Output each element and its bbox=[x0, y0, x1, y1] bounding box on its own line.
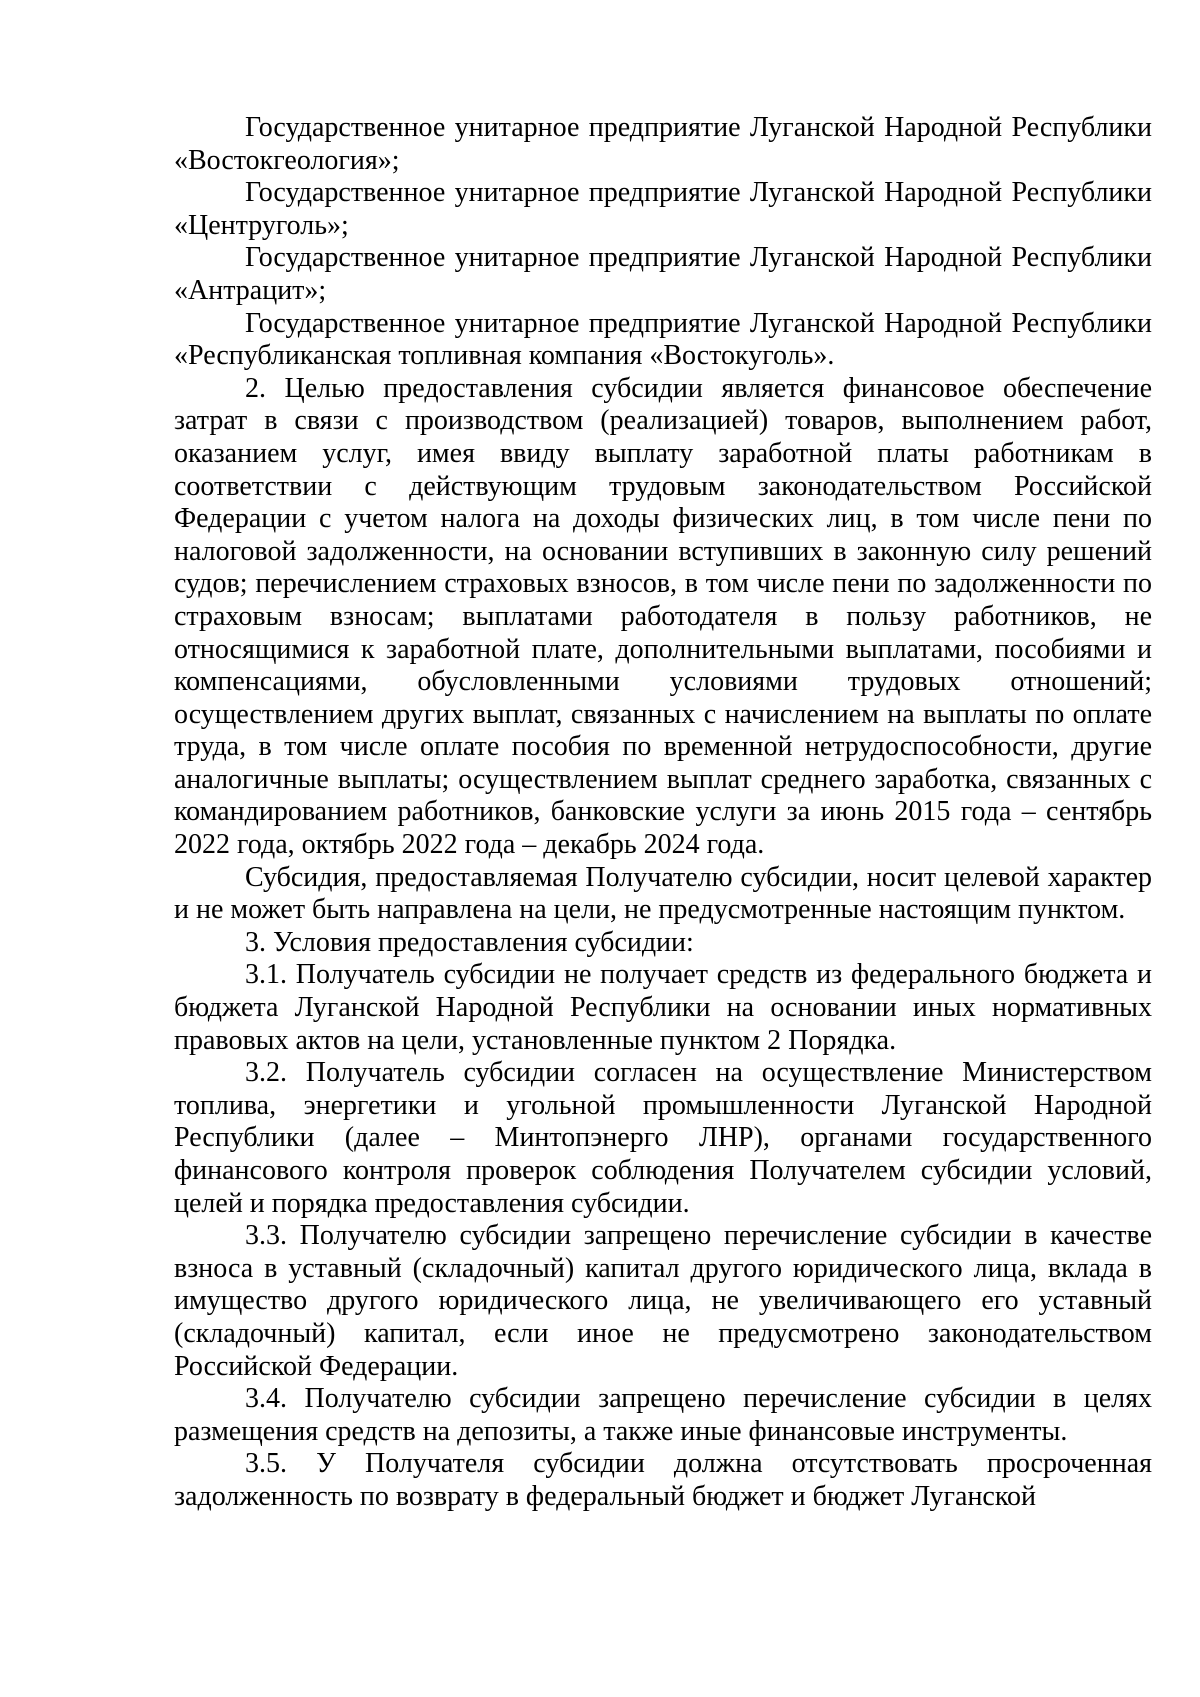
document-page bbox=[174, 112, 1152, 1514]
paragraph-recipient-antratsit: Государственное унитарное предприятие Луганской Народной Республики «Антрацит»; bbox=[174, 242, 1152, 306]
paragraph-section-2-purpose: 2. Целью предоставления субсидии является финансовое обеспечение затрат в связи с производством (реализацией) товаров, выполнением работ, оказанием услуг, имея ввиду выплату заработной платы работникам в соответствии с действующим трудовым законодательством Российской Федерации с учетом налога на доходы физических лиц, в том числе пени по налоговой задолженности, на основании вступивших в законную силу решений судов; перечислением страховых взносов, в том числе пени по задолженности по страховым взносам; выплатами работодателя в пользу работников, не относящимися к заработной плате, дополнительными выплатами, пособиями и компенсациями, обусловленными условиями трудовых отношений; осуществлением других выплат, связанных с начислением на выплаты по оплате труда, в том числе оплате пособия по временной нетрудоспособности, другие аналогичные выплаты; осуществлением выплат среднего заработка, связанных с командированием работников, банковские услуги за июнь 2015 года – сентябрь 2022 года, октябрь 2022 года – декабрь 2024 года. bbox=[174, 372, 1152, 861]
paragraph-recipient-vostokugol: Государственное унитарное предприятие Луганской Народной Республики «Республиканская топливная компания «Востокуголь». bbox=[174, 307, 1152, 372]
paragraph-section-3-heading: 3. Условия предоставления субсидии: bbox=[245, 926, 694, 958]
paragraph-section-3-1: 3.1. Получатель субсидии не получает средств из федерального бюджета и бюджета Луганской Народной Республики на основании иных нормативных правовых актов на цели, установленные пунктом 2 Порядка. bbox=[174, 959, 1152, 1056]
paragraph-recipient-tsentrugol: Государственное унитарное предприятие Луганской Народной Республики «Центруголь»; bbox=[174, 177, 1152, 241]
paragraph-subsidy-targeted: Субсидия, предоставляемая Получателю субсидии, носит целевой характер и не может быть направлена на цели, не предусмотренные настоящим пунктом. bbox=[174, 861, 1152, 926]
paragraph-section-3-3: 3.3. Получателю субсидии запрещено перечисление субсидии в качестве взноса в уставный (складочный) капитал другого юридического лица, вклада в имущество другого юридического лица, не увеличивающего его уставный (складочный) капитал, если иное не предусмотрено законодательством Российской Федерации. bbox=[174, 1220, 1152, 1382]
paragraph-section-3-2: 3.2. Получатель субсидии согласен на осуществление Министерством топлива, энергетики и угольной промышленности Луганской Народной Республики (далее – Минтопэнерго ЛНР), органами государственного финансового контроля проверок соблюдения Получателем субсидии условий, целей и порядка предоставления субсидии. bbox=[174, 1057, 1152, 1219]
paragraph-section-3-5: 3.5. У Получателя субсидии должна отсутствовать просроченная задолженность по возврату в федеральный бюджет и бюджет Луганской bbox=[174, 1448, 1152, 1512]
paragraph-recipient-vostokgeologiya: Государственное унитарное предприятие Луганской Народной Республики «Востокгеология»; bbox=[174, 112, 1152, 176]
paragraph-section-3-4: 3.4. Получателю субсидии запрещено перечисление субсидии в целях размещения средств на депозиты, а также иные финансовые инструменты. bbox=[174, 1383, 1152, 1447]
